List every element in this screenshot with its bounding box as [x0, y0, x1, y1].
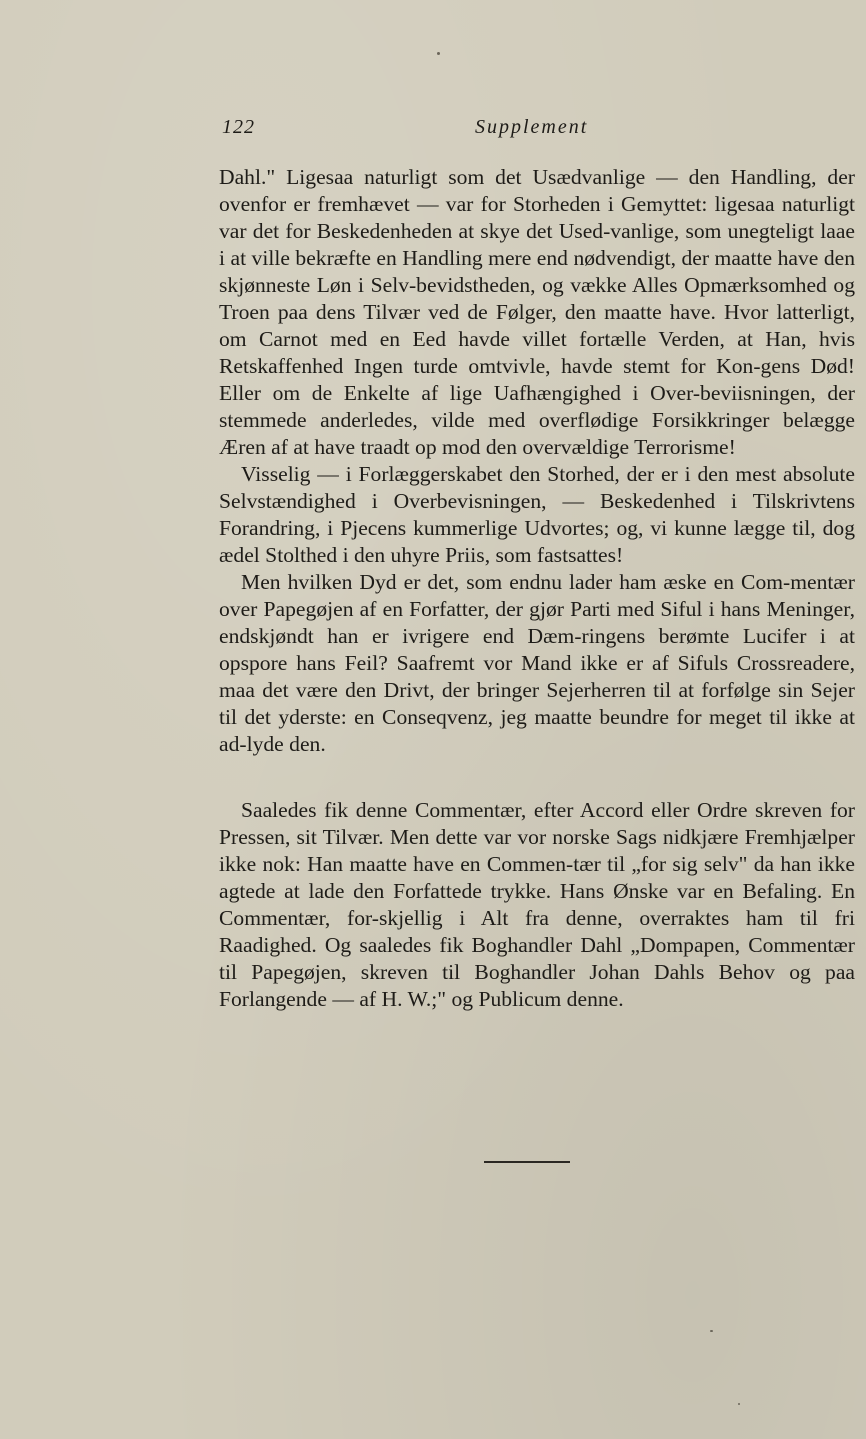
paragraph-2: Visselig — i Forlæggerskabet den Storhed, der er i den mest absolute Selvstændighed i Overbevisningen, — Beskedenhed i Tilskrivtens Forandring, i Pjecens kummerlige Udvortes; og, vi kunne lægge til, dog ædel Stolthed i den uhyre Priis, som fastsattes!	[219, 462, 855, 567]
body-text	[219, 164, 855, 1013]
paragraph-1: Dahl." Ligesaa naturligt som det Usædvanlige — den Handling, der ovenfor er fremhævet — var for Storheden i Gemyttet: ligesaa naturligt var det for Beskedenheden at skye det Used-vanlige, som unegteligt laae i at ville bekræfte en Handling mere end nødvendigt, der maatte have den skjønneste Løn i Selv-bevidstheden, og vække Alles Opmærksomhed og Troen paa dens Tilvær ved de Følger, den maatte have. Hvor latterligt, om Carnot med en Eed havde villet fortælle Verden, at Han, hvis Retskaffenhed Ingen turde omtvivle, havde stemt for Kon-gens Død! Eller om de Enkelte af lige Uafhængighed i Over-beviisningen, der stemmede anderledes, vilde med overflødige Forsikkringer belægge Æren af at have traadt op mod den overvældige Terrorisme!	[219, 165, 855, 459]
paper-speck	[738, 1403, 740, 1405]
paragraph-3: Men hvilken Dyd er det, som endnu lader ham æske en Com-mentær over Papegøjen af en Forfatter, der gjør Parti med Siful i hans Meninger, endskjøndt han er ivrigere end Dæm-ringens berømte Lucifer i at opspore hans Feil? Saafremt vor Mand ikke er af Sifuls Crossreadere, maa det være den Drivt, der bringer Sejerherren til at forfølge sin Sejer til det yderste: en Conseqvenz, jeg maatte beundre for meget til ikke at ad-lyde den.	[219, 570, 855, 756]
end-rule	[484, 1161, 570, 1163]
running-title: Supplement	[475, 116, 589, 138]
running-head	[219, 116, 855, 146]
paper-speck	[710, 1330, 713, 1332]
paper-speck	[437, 52, 440, 55]
section-gap	[219, 758, 855, 797]
page-number: 122	[222, 116, 255, 138]
paragraph-4: Saaledes fik denne Commentær, efter Accord eller Ordre skreven for Pressen, sit Tilvær. Men dette var vor norske Sags nidkjære Fremhjælper ikke nok: Han maatte have en Commen-tær til „for sig selv" da han ikke agtede at lade den Forfattede trykke. Hans Ønske var en Befaling. En Commentær, for-skjellig i Alt fra denne, overraktes ham til fri Raadighed. Og saaledes fik Boghandler Dahl „Dompapen, Commentær til Papegøjen, skreven til Boghandler Johan Dahls Behov og paa Forlangende — af H. W.;" og Publicum denne.	[219, 798, 855, 1011]
